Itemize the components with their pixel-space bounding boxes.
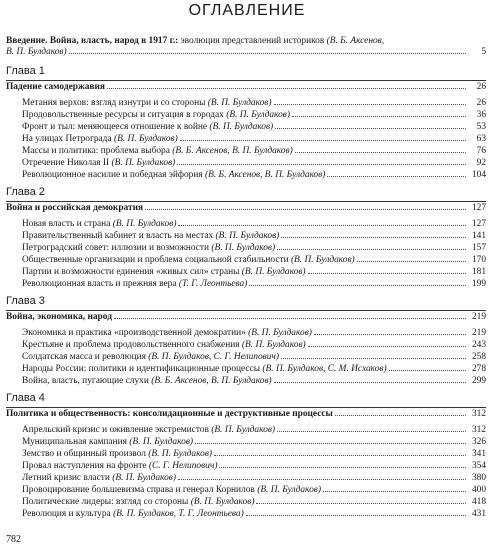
- toc-entry[interactable]: [6, 98, 486, 110]
- entry-authors: (В. П. Булдаков): [113, 134, 178, 144]
- entry-page: 92: [476, 158, 486, 168]
- entry-title: Петроградский совет: иллюзии и возможности: [22, 243, 210, 253]
- toc-entry[interactable]: [6, 279, 486, 291]
- toc-entry[interactable]: [6, 122, 486, 134]
- chapter-label: Глава 3: [6, 295, 45, 307]
- toc-entry[interactable]: [6, 219, 486, 231]
- entry-authors: (В. П. Булдаков): [211, 425, 276, 435]
- entry-page: 431: [471, 509, 486, 519]
- entry-authors: (В. П. Булдаков): [209, 122, 274, 132]
- toc-entry[interactable]: [6, 461, 486, 473]
- entry-authors: (В. П. Булдаков, С. Г. Нелипович): [148, 352, 280, 362]
- leader-dots: [114, 318, 466, 319]
- chapter-label: Глава 1: [6, 65, 45, 77]
- entry-title: Провоцирование большевизма справа и генерал Корнилов: [22, 485, 255, 495]
- entry-authors: (В. П. Булдаков): [290, 255, 355, 265]
- entry-authors: (В. П. Булдаков): [241, 340, 306, 350]
- entry-authors: (В. П. Булдаков): [190, 497, 255, 507]
- entry-authors: (С. Г. Нелипович): [148, 461, 218, 471]
- entry-page: 299: [471, 376, 486, 386]
- leader-dots: [281, 237, 466, 238]
- entry-title: Продовольственные ресурсы и ситуация в городах: [22, 110, 224, 120]
- chapter-page: 219: [471, 312, 486, 322]
- toc-entry[interactable]: [6, 243, 486, 255]
- chapter-label: Глава 2: [6, 186, 45, 198]
- entry-authors: (В. Б. Аксенов, В. П. Булдаков): [151, 376, 272, 386]
- leader-dots: [249, 285, 466, 286]
- entry-page: 53: [476, 122, 486, 132]
- leader-dots: [335, 415, 466, 416]
- entry-authors: (В. П. Булдаков): [257, 485, 321, 495]
- entry-title: Земство и общинный произвол: [22, 449, 146, 459]
- entry-authors: (В. П. Булдаков): [129, 437, 194, 447]
- entry-title: Народы России: политики и идентификационные процессы: [22, 364, 261, 374]
- table-of-contents: [6, 36, 486, 521]
- chapter-title-row[interactable]: [6, 80, 486, 95]
- chapter-title: Война и российская демократия: [6, 203, 144, 213]
- intro-entry[interactable]: [6, 36, 486, 58]
- entry-authors: (В. П. Булдаков): [248, 328, 312, 338]
- entry-authors: (В. П. Булдаков): [215, 231, 280, 241]
- leader-dots: [308, 346, 466, 347]
- page-number: 782: [6, 534, 21, 545]
- toc-entry[interactable]: [6, 158, 486, 170]
- leader-dots: [323, 491, 466, 492]
- chapter-page: 26: [476, 82, 486, 92]
- leader-dots: [195, 443, 466, 444]
- toc-entry[interactable]: [6, 110, 486, 122]
- entry-title: Солдатская масса и революция: [22, 352, 146, 362]
- intro-authors-cont: В. П. Булдаков): [6, 47, 67, 57]
- leader-dots: [281, 358, 466, 359]
- entry-title: Общественные организации и проблема социальной стабильности: [22, 255, 289, 265]
- chapter-title: Война, экономика, народ: [6, 312, 112, 322]
- entry-page: 127: [471, 219, 486, 229]
- entry-page: 400: [471, 485, 486, 495]
- entry-title: Революционная власть и прежняя вера: [22, 279, 177, 289]
- toc-entry[interactable]: [6, 352, 486, 364]
- entry-page: 157: [471, 243, 486, 253]
- toc-entry[interactable]: [6, 146, 486, 158]
- leader-dots: [178, 225, 466, 226]
- entry-page: 341: [471, 449, 486, 459]
- entry-page: 326: [471, 437, 486, 447]
- entry-page: 199: [471, 279, 486, 289]
- chapter-label: Глава 4: [6, 392, 45, 404]
- leader-dots: [178, 479, 466, 480]
- entry-authors: (В. П. Булдаков, С. М. Исхаков): [262, 364, 387, 374]
- entry-authors: (В. П. Булдаков, Т. Г. Леонтьева): [113, 509, 244, 519]
- entry-page: 76: [476, 146, 486, 156]
- toc-entry[interactable]: [6, 473, 486, 485]
- toc-entry[interactable]: [6, 267, 486, 279]
- chapter-title-row[interactable]: [6, 310, 486, 325]
- entry-title: Фронт и тыл: меняющееся отношение к войне: [22, 122, 208, 132]
- entry-page: 312: [471, 425, 486, 435]
- entry-title: Массы и политика: проблема выбора: [22, 146, 170, 156]
- intro-title: Введение. Война, власть, народ в 1917 г.:: [6, 36, 179, 46]
- toc-entry[interactable]: [6, 485, 486, 497]
- entry-title: Новая власть и страна: [22, 219, 111, 229]
- toc-entry[interactable]: [6, 376, 486, 388]
- toc-entry[interactable]: [6, 255, 486, 267]
- toc-entry[interactable]: [6, 364, 486, 376]
- intro-subtitle: эволюция представлений историков: [178, 36, 325, 46]
- leader-dots: [292, 116, 466, 117]
- leader-dots: [275, 128, 466, 129]
- entry-page: 26: [476, 98, 486, 108]
- entry-authors: (В. П. Булдаков): [241, 267, 306, 277]
- chapter-page: 127: [471, 203, 486, 213]
- toc-entry[interactable]: [6, 425, 486, 437]
- leader-dots: [308, 273, 466, 274]
- toc-entry[interactable]: [6, 497, 486, 509]
- leader-dots: [214, 455, 466, 456]
- entry-page: 278: [471, 364, 486, 374]
- leader-dots: [327, 176, 466, 177]
- entry-page: 243: [471, 340, 486, 350]
- leader-dots: [145, 209, 466, 210]
- leader-dots: [219, 467, 466, 468]
- entry-authors: (В. П. Булдаков): [226, 110, 290, 120]
- entry-page: 418: [471, 497, 486, 507]
- chapter-title: Политика и общественность: консолидационные и деструктивные процессы: [6, 409, 333, 419]
- entry-title: Экономика и практика «производственной демократии»: [22, 328, 246, 338]
- chapter-title-row[interactable]: [6, 201, 486, 216]
- entry-title: Летний кризис власти: [22, 473, 110, 483]
- toc-entry[interactable]: [6, 340, 486, 352]
- entry-title: Политические лидеры: взгляд со стороны: [22, 497, 189, 507]
- entry-page: 36: [476, 110, 486, 120]
- leader-dots: [295, 152, 466, 153]
- entry-title: Апрельский кризис и оживление экстремистов: [22, 425, 209, 435]
- leader-dots: [277, 249, 466, 250]
- toc-entry[interactable]: [6, 134, 486, 146]
- entry-title: Революционное насилие и победная эйфория: [22, 170, 203, 180]
- intro-page: 5: [481, 47, 486, 57]
- entry-page: 141: [471, 231, 486, 241]
- entry-authors: (В. Б. Аксенов, В. П. Булдаков): [205, 170, 326, 180]
- entry-authors: (В. П. Булдаков): [207, 98, 272, 108]
- entry-authors: (В. П. Булдаков): [148, 449, 213, 459]
- entry-authors: (Т. Г. Леонтьева): [178, 279, 248, 289]
- entry-page: 181: [471, 267, 486, 277]
- leader-dots: [246, 515, 466, 516]
- entry-page: 104: [471, 170, 486, 180]
- entry-page: 380: [471, 473, 486, 483]
- entry-title: Партии и возможности единения «живых сил» страны: [22, 267, 240, 277]
- chapter-title-row[interactable]: [6, 407, 486, 422]
- toc-entry[interactable]: [6, 170, 486, 182]
- entry-authors: (В. П. Булдаков): [211, 243, 276, 253]
- entry-authors: (В. П. Булдаков): [112, 473, 176, 483]
- leader-dots: [274, 104, 467, 105]
- page-title: ОГЛАВЛЕНИЕ: [188, 2, 306, 19]
- leader-dots: [107, 88, 466, 89]
- toc-entry[interactable]: [6, 509, 486, 521]
- leader-dots: [274, 382, 466, 383]
- entry-title: Муниципальная кампания: [22, 437, 127, 447]
- entry-title: Крестьяне и проблема продовольственного снабжения: [22, 340, 240, 350]
- leader-dots: [357, 261, 466, 262]
- entry-page: 354: [471, 461, 486, 471]
- entry-page: 219: [471, 328, 486, 338]
- chapter-title: Падение самодержавия: [6, 82, 105, 92]
- entry-title: Провал наступления на фронте: [22, 461, 147, 471]
- toc-entry[interactable]: [6, 449, 486, 461]
- entry-title: Правительственный кабинет и власть на местах: [22, 231, 214, 241]
- leader-dots: [389, 370, 466, 371]
- toc-entry[interactable]: [6, 328, 486, 340]
- toc-entry[interactable]: [6, 231, 486, 243]
- entry-page: 63: [476, 134, 486, 144]
- entry-authors: (В. П. Булдаков): [111, 158, 176, 168]
- entry-title: На улицах Петрограда: [22, 134, 112, 144]
- entry-title: Метания верхов: взгляд изнутри и со стороны: [22, 98, 206, 108]
- entry-title: Отречение Николая II: [22, 158, 110, 168]
- intro-authors: (В. Б. Аксенов,: [324, 36, 385, 46]
- leader-dots: [180, 140, 466, 141]
- chapter-list: [6, 66, 486, 521]
- chapter-page: 312: [471, 409, 486, 419]
- entry-authors: (В. Б. Аксенов, В. П. Булдаков): [172, 146, 293, 156]
- entry-title: Война, власть, пугающие слухи: [22, 376, 149, 386]
- leader-dots: [314, 334, 466, 335]
- leader-dots: [177, 164, 466, 165]
- leader-dots: [69, 53, 466, 54]
- leader-dots: [256, 503, 466, 504]
- entry-page: 170: [471, 255, 486, 265]
- toc-entry[interactable]: [6, 437, 486, 449]
- entry-page: 258: [471, 352, 486, 362]
- leader-dots: [277, 431, 466, 432]
- entry-title: Революция и культура: [22, 509, 111, 519]
- entry-authors: (В. П. Булдаков): [112, 219, 177, 229]
